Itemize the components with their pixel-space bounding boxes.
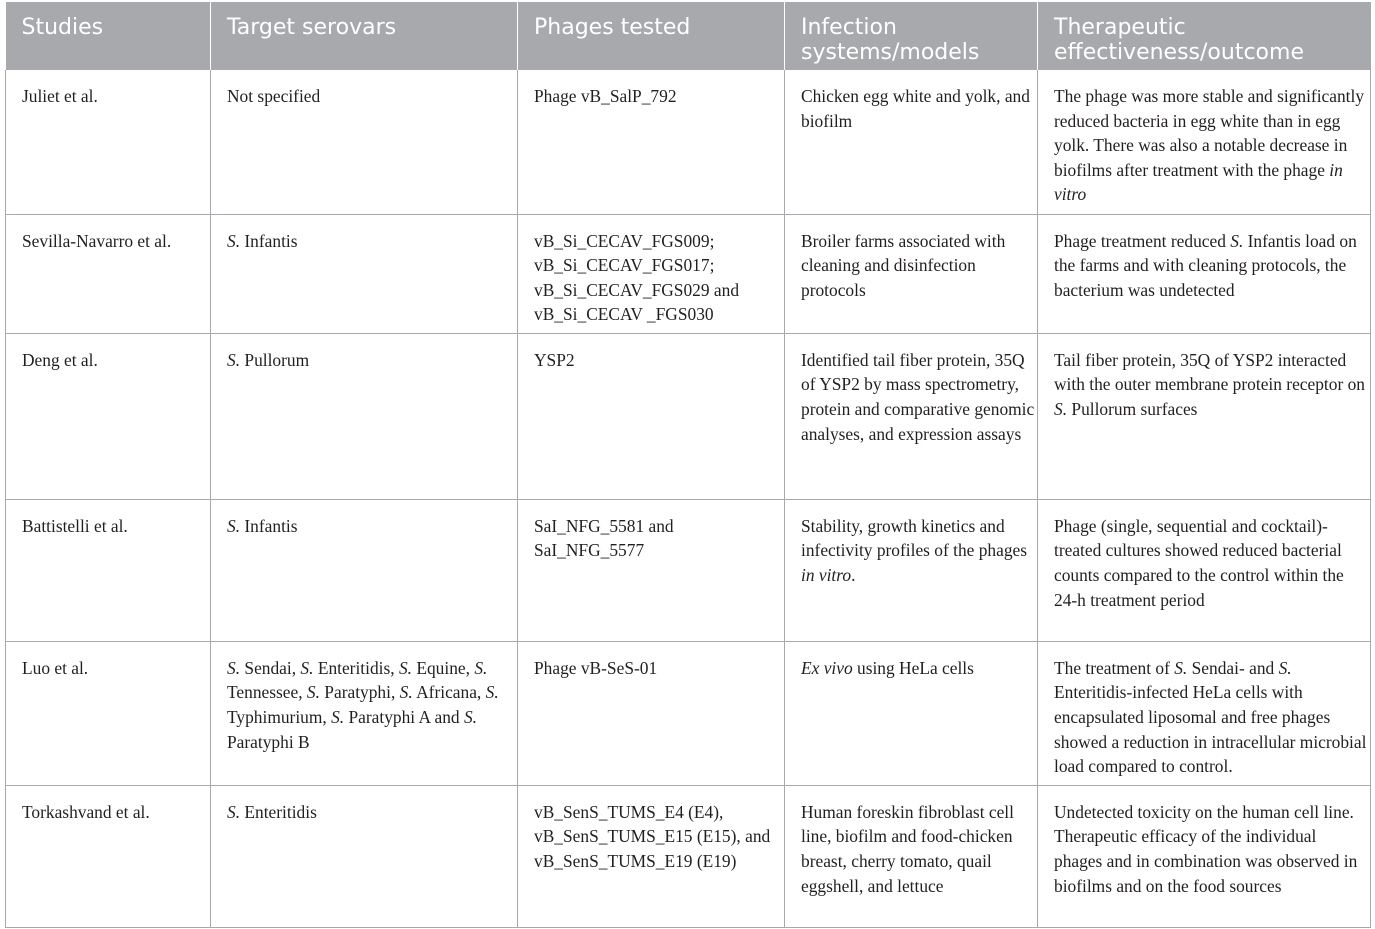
outcome-cell xyxy=(1038,214,1371,333)
phages-cell xyxy=(518,641,785,785)
text-segment: Identified tail fiber protein, 35Q of YSP2 by mass spectrometry, protein and comparative genomic analyses, and expression assays xyxy=(801,349,1035,444)
table-row xyxy=(6,70,1371,214)
outcome-cell xyxy=(1038,333,1371,499)
italic-text-segment: S. xyxy=(1054,399,1068,420)
header-infection-systems: Infection systems/models xyxy=(785,2,1038,70)
text-segment: The phage was more stable and significantly reduced bacteria in egg white than in egg yolk. There was also a notable decrease in biofilms after treatment with the phage xyxy=(1054,86,1365,180)
italic-text-segment: in vitro xyxy=(801,565,852,586)
italic-text-segment: S. xyxy=(227,349,241,370)
table-row xyxy=(6,214,1371,333)
text-segment: Broiler farms associated with cleaning and disinfection protocols xyxy=(801,230,1006,300)
text-segment: Phage vB-SeS-01 xyxy=(534,657,658,678)
header-studies: Studies xyxy=(6,2,211,70)
models-cell xyxy=(785,785,1038,927)
study-link[interactable]: Sevilla-Navarro et al. xyxy=(6,214,211,333)
text-segment: Infantis load on the farms and with cleaning protocols, the bacterium was undetected xyxy=(1054,230,1357,300)
table-row xyxy=(6,785,1371,927)
serovars-cell xyxy=(211,499,518,641)
text-segment: Equine, xyxy=(412,657,475,678)
text-segment: Infantis xyxy=(240,230,298,251)
phages-cell xyxy=(518,785,785,927)
text-segment: Tennessee, xyxy=(227,682,307,703)
table-row xyxy=(6,499,1371,641)
text-segment: Phage (single, sequential and cocktail)-treated cultures showed reduced bacterial counts compared to the control within the 24-h treatment period xyxy=(1054,515,1344,610)
italic-text-segment: S. xyxy=(300,657,314,678)
italic-text-segment: S. xyxy=(474,657,488,678)
italic-text-segment: S. xyxy=(398,657,413,678)
text-segment: Chicken egg white and yolk, and biofilm xyxy=(801,86,1030,131)
text-segment: Paratyphi A and xyxy=(344,707,464,728)
serovars-cell xyxy=(211,785,518,927)
phages-cell xyxy=(518,333,785,499)
phages-cell xyxy=(518,70,785,214)
outcome-cell xyxy=(1038,499,1371,641)
text-segment: vB_SenS_TUMS_E4 (E4), vB_SenS_TUMS_E15 (E15), and vB_SenS_TUMS_E19 (E19) xyxy=(534,801,771,872)
serovars-cell xyxy=(211,214,518,333)
header-target-serovars: Target serovars xyxy=(211,2,518,70)
outcome-cell xyxy=(1038,641,1371,785)
header-therapeutic-outcome: Therapeutic effectiveness/outcome xyxy=(1038,2,1371,70)
text-segment: Sendai- and xyxy=(1187,657,1279,678)
models-cell xyxy=(785,333,1038,499)
text-segment: Enteritidis, xyxy=(313,657,399,678)
table-header-row xyxy=(6,2,1371,70)
italic-text-segment: S. xyxy=(1174,657,1188,678)
models-cell xyxy=(785,70,1038,214)
text-segment: Infantis xyxy=(240,515,298,536)
table-row xyxy=(6,641,1371,785)
italic-text-segment: S. xyxy=(227,801,241,822)
text-segment: Sendai, xyxy=(240,657,301,678)
text-segment: SaI_NFG_5581 and SaI_NFG_5577 xyxy=(534,515,674,561)
text-segment: Phage treatment reduced xyxy=(1054,230,1231,251)
text-segment: Human foreskin fibroblast cell line, biofilm and food-chicken breast, cherry tomato, quail eggshell, and lettuce xyxy=(801,801,1014,896)
phages-cell xyxy=(518,214,785,333)
italic-text-segment: S. xyxy=(227,230,241,251)
text-segment: Tail fiber protein, 35Q of YSP2 interacted with the outer membrane protein receptor on xyxy=(1054,349,1365,395)
italic-text-segment: S. xyxy=(306,682,320,703)
text-segment: . xyxy=(851,565,856,586)
italic-text-segment: S. xyxy=(463,707,477,728)
phages-cell xyxy=(518,499,785,641)
study-link[interactable]: Juliet et al. xyxy=(6,70,211,214)
italic-text-segment: S. xyxy=(331,707,345,728)
outcome-cell xyxy=(1038,70,1371,214)
italic-text-segment: S. xyxy=(485,682,499,703)
study-link[interactable]: Battistelli et al. xyxy=(6,499,211,641)
text-segment: Typhimurium, xyxy=(227,707,332,728)
text-segment: Paratyphi, xyxy=(319,682,400,703)
text-segment: Pullorum xyxy=(240,349,310,370)
serovars-cell xyxy=(211,333,518,499)
studies-table xyxy=(5,2,1371,928)
text-segment: Enteritidis xyxy=(240,801,317,822)
text-segment: Enteritidis-infected HeLa cells with encapsulated liposomal and free phages showed a reduction in intracellular microbial load compared to control. xyxy=(1054,682,1367,777)
text-segment: Undetected toxicity on the human cell line. Therapeutic efficacy of the individual phages and in combination was observed in biofilms and on the food sources xyxy=(1054,801,1358,896)
study-link[interactable]: Luo et al. xyxy=(6,641,211,785)
text-segment: using HeLa cells xyxy=(852,657,974,678)
text-segment: Paratyphi B xyxy=(227,731,310,752)
text-segment: Africana, xyxy=(412,682,486,703)
models-cell xyxy=(785,214,1038,333)
italic-text-segment: in vitro xyxy=(1054,159,1343,205)
italic-text-segment: S. xyxy=(227,657,241,678)
serovars-cell xyxy=(211,70,518,214)
text-segment: Phage vB_SalP_792 xyxy=(534,86,677,106)
study-link[interactable]: Torkashvand et al. xyxy=(6,785,211,927)
outcome-cell xyxy=(1038,785,1371,927)
table-row xyxy=(6,333,1371,499)
text-segment: Stability, growth kinetics and infectivity profiles of the phages xyxy=(801,515,1028,561)
header-phages-tested: Phages tested xyxy=(518,2,785,70)
italic-text-segment: Ex vivo xyxy=(801,657,853,678)
text-segment: vB_Si_CECAV_FGS009; vB_Si_CECAV_FGS017; vB_Si_CECAV_FGS029 and vB_Si_CECAV _FGS030 xyxy=(534,230,740,325)
text-segment: The treatment of xyxy=(1054,657,1175,678)
models-cell xyxy=(785,499,1038,641)
serovars-cell xyxy=(211,641,518,785)
italic-text-segment: S. xyxy=(1230,230,1244,251)
text-segment: YSP2 xyxy=(534,349,575,370)
study-link[interactable]: Deng et al. xyxy=(6,333,211,499)
italic-text-segment: S. xyxy=(227,515,241,536)
italic-text-segment: S. xyxy=(1278,657,1292,678)
models-cell xyxy=(785,641,1038,785)
text-segment: Not specified xyxy=(227,86,321,106)
italic-text-segment: S. xyxy=(399,682,413,703)
text-segment: Pullorum surfaces xyxy=(1067,399,1198,420)
